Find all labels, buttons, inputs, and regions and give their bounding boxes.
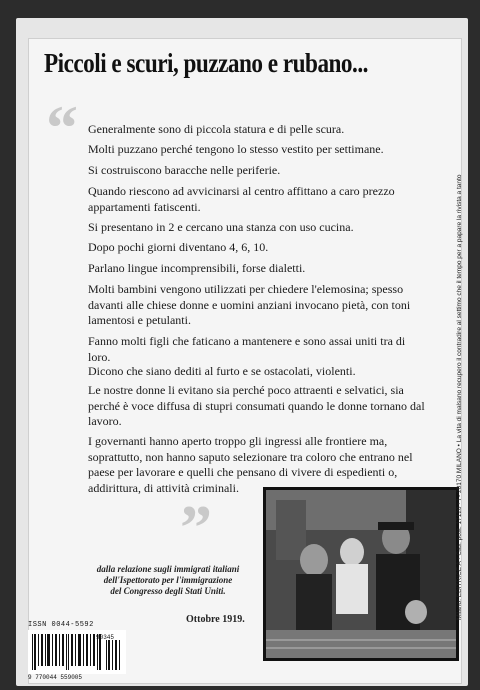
page-title: Piccoli e scuri, puzzano e rubano... xyxy=(44,48,368,78)
paragraph: Si presentano in 2 e cercano una stanza con uso cucina. xyxy=(88,220,354,234)
publication-date: Ottobre 1919. xyxy=(186,614,245,625)
paragraph: Quando riescono ad avvicinarsi al centro affittano a caro prezzo appartamenti fatiscenti. xyxy=(88,184,395,214)
side-publisher-text: Milano: EDITRICE A • Cas. post. 17120 • I - 20170 MILANO • La vita di malsano recupero il contradire al settimo che il tempo per a papare la rivista a tanto xyxy=(456,174,463,620)
paragraph: Dopo pochi giorni diventano 4, 6, 10. xyxy=(88,240,269,254)
paragraph: Dicono che siano dediti al furto e se ostacolati, violenti. xyxy=(88,364,356,378)
paragraph: Molti puzzano perché tengono lo stesso vestito per settimane. xyxy=(88,142,384,156)
closing-quote-mark: ” xyxy=(180,492,212,563)
source-line: dalla relazione sugli immigrati italiani xyxy=(96,564,240,574)
paragraph: Parlano lingue incomprensibili, forse dialetti. xyxy=(88,261,306,275)
paragraph: Generalmente sono di piccola statura e di pelle scura. xyxy=(88,122,345,136)
barcode-number: 9 770044 559005 xyxy=(28,674,83,681)
paragraph: Si costruiscono baracche nelle periferie. xyxy=(88,163,281,177)
paragraph: I governanti hanno aperto troppo gli ingressi alle frontiere ma, soprattutto, non hanno saputo selezionare tra coloro che entrano nel paese per lavorare e quelli che pensano di vivere di espedienti o, addirittura, di attività criminali. xyxy=(88,434,413,495)
opening-quote-mark: “ xyxy=(46,92,78,163)
source-line: dell'Ispettorato per l'immigrazione xyxy=(103,575,233,585)
source-line: del Congresso degli Stati Uniti. xyxy=(110,586,226,596)
paragraph: Molti bambini vengono utilizzati per chiedere l'elemosina; spesso davanti alle chiese donne e uomini anziani invocano pietà, con toni lamentosi e petulanti. xyxy=(88,282,411,327)
barcode-addon: 90345 xyxy=(96,634,115,641)
historical-photo xyxy=(263,487,459,661)
issn-label: ISSN 0044-5592 xyxy=(28,621,94,629)
paragraph: Le nostre donne li evitano sia perché poco attraenti e selvatici, sia perché è voce diffusa di stupri consumati quando le donne tornano dal lavoro. xyxy=(88,383,425,428)
immigrant-family-photo-icon xyxy=(266,490,456,658)
paragraph: Fanno molti figli che faticano a mantenere e sono assai uniti tra di loro. xyxy=(88,334,406,364)
source-attribution xyxy=(88,564,248,597)
